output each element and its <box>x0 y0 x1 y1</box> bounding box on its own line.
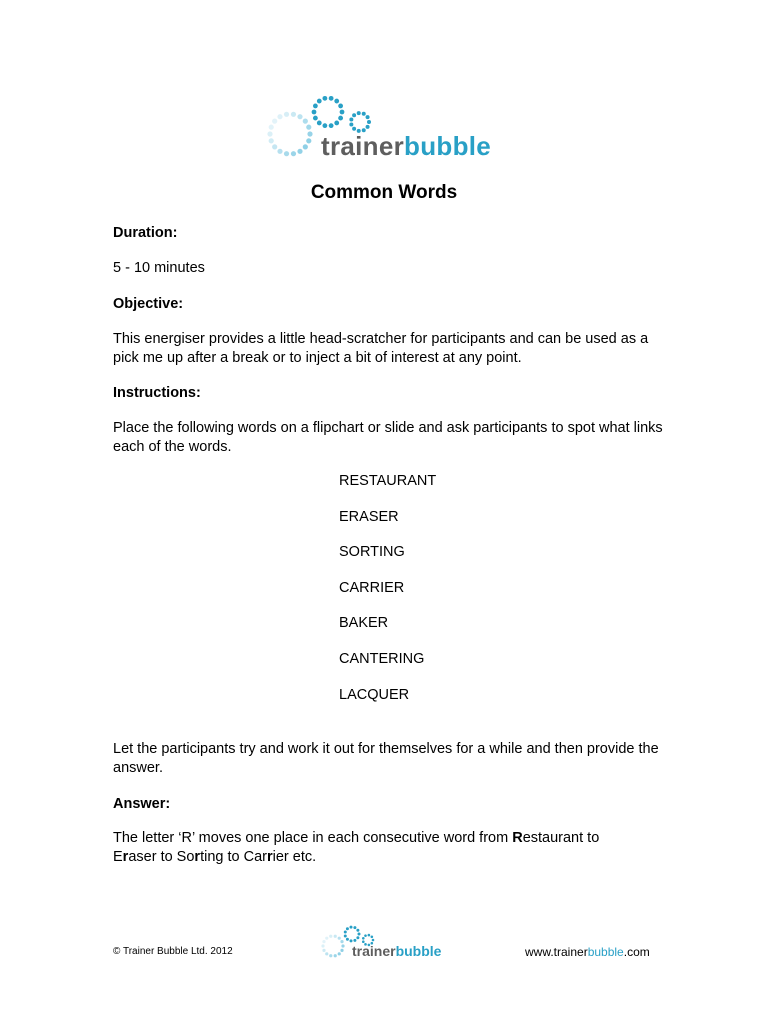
logo-dot <box>307 131 312 136</box>
logo-dot <box>322 940 325 943</box>
instructions-text: Place the following words on a flipchart or slide and ask participants to spot what links each of the words. <box>113 420 663 455</box>
logo-dot <box>277 149 282 154</box>
list-item: BAKER <box>339 615 389 632</box>
logo-dot <box>329 954 332 957</box>
logo-dot <box>340 949 343 952</box>
logo-dot <box>329 123 334 128</box>
logo-dot <box>340 940 343 943</box>
logo-dot <box>350 926 353 929</box>
logo-dot <box>321 944 324 947</box>
url-suffix: .com <box>623 945 650 959</box>
logo-dot <box>368 934 371 937</box>
logo-dot <box>338 952 341 955</box>
logo-dot <box>349 123 353 127</box>
answer-bold-letter: r <box>194 849 201 865</box>
logo-dot <box>325 937 328 940</box>
logo-dot <box>317 99 322 104</box>
logo-dot <box>329 96 334 101</box>
list-item: SORTING <box>339 544 405 561</box>
word-list <box>339 472 436 721</box>
logo-dot <box>352 113 356 117</box>
answer-fragment: aser to So <box>128 849 195 865</box>
page-title: Common Words <box>310 182 458 203</box>
logo-dot <box>312 110 317 115</box>
logo-dot <box>303 119 308 124</box>
answer-bold-letter: r <box>266 849 273 865</box>
logo-brand-trainer: trainer <box>321 131 405 161</box>
duration-text: 5 - 10 minutes <box>113 260 205 276</box>
logo-dot <box>297 149 302 154</box>
logo-dot <box>344 931 347 934</box>
logo-dot <box>356 929 359 932</box>
logo-dot <box>338 116 343 121</box>
footer-logo-text <box>352 943 441 959</box>
list-item: LACQUER <box>339 686 410 703</box>
logo-dot <box>362 112 366 116</box>
logo-dot <box>346 927 349 930</box>
logo-dot <box>322 949 325 952</box>
logo-dot <box>313 116 318 121</box>
answer-fragment: E <box>113 849 123 865</box>
logo-dot <box>284 112 289 117</box>
footer-website-link[interactable] <box>525 945 650 959</box>
objective-text: This energiser provides a little head-scratcher for participants and can be used as a pick me up after a break or to inject a bit of interest at any point. <box>113 331 649 366</box>
answer-fragment: ting to Car <box>200 849 267 865</box>
logo-dot <box>297 114 302 119</box>
logo-dot <box>317 121 322 126</box>
logo-brand-bubble: bubble <box>404 131 492 161</box>
footer-brand-bubble: bubble <box>395 943 442 959</box>
logo-dot <box>329 935 332 938</box>
logo-dot <box>303 144 308 149</box>
logo-dot <box>356 936 359 939</box>
answer-fragment: ier etc. <box>272 849 317 865</box>
footer-copyright: © Trainer Bubble Ltd. 2012 <box>113 946 233 957</box>
logo-dot <box>338 104 343 109</box>
logo-dot <box>340 110 345 115</box>
logo-dot <box>367 120 371 124</box>
logo-dot <box>284 151 289 156</box>
list-item: ERASER <box>339 508 399 525</box>
logo-dot <box>357 111 361 115</box>
logo-dot <box>350 939 353 942</box>
duration-heading: Duration: <box>113 225 178 241</box>
header-logo-text <box>321 131 491 162</box>
logo-dot <box>269 138 274 143</box>
logo-dot <box>334 99 339 104</box>
logo-dot <box>346 938 349 941</box>
logo-dot <box>269 125 274 130</box>
logo-dot <box>306 125 311 130</box>
logo-dot <box>325 952 328 955</box>
logo-dot <box>344 934 347 937</box>
logo-dot <box>366 115 370 119</box>
logo-dot <box>334 935 337 938</box>
objective-heading: Objective: <box>113 296 184 312</box>
logo-dot <box>267 131 272 136</box>
answer-bold-letter: R <box>512 830 523 846</box>
logo-dot <box>358 933 361 936</box>
url-highlight: bubble <box>587 945 624 959</box>
logo-dot <box>371 935 374 938</box>
logo-dot <box>313 104 318 109</box>
logo-dot <box>306 138 311 143</box>
answer-bold-letter: r <box>122 849 129 865</box>
logo-dot <box>362 937 365 940</box>
list-item: CANTERING <box>339 650 425 667</box>
logo-dot <box>353 939 356 942</box>
instructions-heading: Instructions: <box>113 385 201 401</box>
followup-text: Let the participants try and work it out for themselves for a while and then provide the answer. <box>113 741 659 776</box>
answer-fragment: estaurant to <box>522 830 600 846</box>
list-item: RESTAURANT <box>339 473 437 489</box>
logo-dot <box>349 117 353 121</box>
answer-heading: Answer: <box>113 796 171 812</box>
url-prefix: www.trainer <box>525 945 588 959</box>
logo-dot <box>334 954 337 957</box>
answer-intro: The letter ‘R’ moves one place in each consecutive word from <box>113 830 513 846</box>
logo-dot <box>291 112 296 117</box>
answer-text <box>113 829 673 867</box>
list-item: CARRIER <box>339 579 405 596</box>
logo-dot <box>364 934 367 937</box>
footer-brand-trainer: trainer <box>352 943 396 959</box>
logo-dot <box>334 121 339 126</box>
logo-dot <box>272 144 277 149</box>
logo-dot <box>338 937 341 940</box>
logo-dot <box>341 944 344 947</box>
logo-dot <box>277 114 282 119</box>
logo-dot <box>372 939 375 942</box>
logo-dot <box>366 125 370 129</box>
logo-dot <box>322 123 327 128</box>
logo-dot <box>291 151 296 156</box>
logo-dot <box>353 926 356 929</box>
logo-dot <box>272 119 277 124</box>
logo-dot <box>322 96 327 101</box>
